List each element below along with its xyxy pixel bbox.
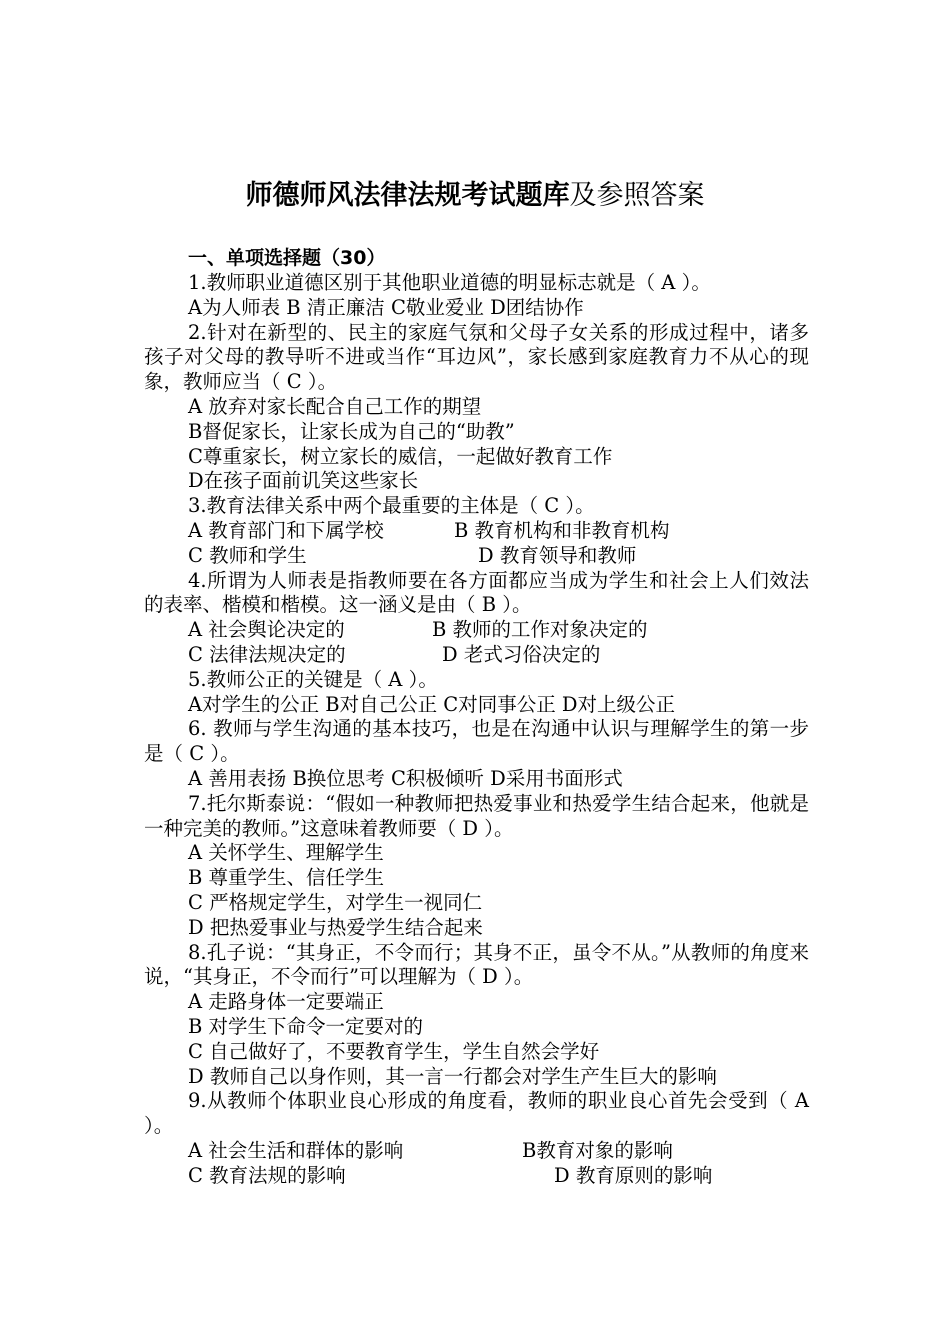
question-6: 6. 教师与学生沟通的基本技巧，也是在沟通中认识与理解学生的第一步是（ C ）。 bbox=[144, 717, 809, 766]
question-8-option-c: C 自己做好了，不要教育学生，学生自然会学好 bbox=[188, 1039, 600, 1063]
question-9: 9.从教师个体职业良心形成的角度看，教师的职业良心首先会受到（ A ）。 bbox=[144, 1089, 809, 1138]
question-7: 7.托尔斯泰说：“假如一种教师把热爱事业和热爱学生结合起来，他就是一种完美的教师。”这意味着教师要（ D ）。 bbox=[144, 791, 809, 840]
question-8: 8.孔子说：“其身正，不令而行；其身不正，虽令不从。”从教师的角度来说，“其身正，不令而行”可以理解为（ D ）。 bbox=[144, 940, 809, 989]
question-9-option-c: C 教育法规的影响 bbox=[188, 1163, 346, 1187]
question-7-option-b: B 尊重学生、信任学生 bbox=[188, 866, 385, 890]
question-3-option-a: A 教育部门和下属学校 bbox=[188, 518, 384, 542]
question-2-option-a: A 放弃对家长配合自己工作的期望 bbox=[188, 394, 482, 418]
question-7-option-d: D 把热爱事业与热爱学生结合起来 bbox=[188, 915, 483, 939]
question-9-option-a: A 社会生活和群体的影响 bbox=[188, 1138, 404, 1162]
document-title bbox=[0, 176, 950, 216]
question-9-options-row-2 bbox=[144, 1164, 809, 1189]
question-1: 1.教师职业道德区别于其他职业道德的明显标志就是（ A ）。 bbox=[188, 271, 711, 294]
question-4-option-c: C 法律法规决定的 bbox=[188, 642, 346, 666]
question-3-options-row-2 bbox=[144, 544, 809, 569]
question-2-option-d: D在孩子面前讥笑这些家长 bbox=[188, 469, 419, 493]
question-4-option-d: D 老式习俗决定的 bbox=[442, 642, 601, 666]
question-8-option-d: D 教师自己以身作则，其一言一行都会对学生产生巨大的影响 bbox=[188, 1064, 717, 1088]
question-5: 5.教师公正的关键是（ A ）。 bbox=[188, 667, 438, 691]
question-9-option-b: B教育对象的影响 bbox=[522, 1138, 673, 1162]
title-normal-part: 及参照答案 bbox=[569, 180, 705, 211]
question-2: 2.针对在新型的、民主的家庭气氛和父母子女关系的形成过程中，诸多孩子对父母的教导听不进或当作“耳边风”，家长感到家庭教育力不从心的现象，教师应当（ C ）。 bbox=[144, 320, 809, 394]
question-3-option-d: D 教育领导和教师 bbox=[478, 543, 637, 567]
question-4-option-a: A 社会舆论决定的 bbox=[188, 618, 345, 642]
question-3-option-c: C 教师和学生 bbox=[188, 543, 307, 567]
title-bold-part: 师德师风法律法规考试题库 bbox=[245, 180, 570, 211]
question-3-options-row-1 bbox=[144, 519, 809, 544]
question-list bbox=[144, 246, 809, 1188]
question-5-options: A对学生的公正 B对自己公正 C对同事公正 D对上级公正 bbox=[188, 692, 676, 716]
question-7-option-a: A 关怀学生、理解学生 bbox=[188, 841, 384, 865]
section-heading: 一、单项选择题（30） bbox=[188, 247, 386, 269]
question-6-options: A 善用表扬 B换位思考 C积极倾听 D采用书面形式 bbox=[188, 766, 623, 790]
question-4-options-row-1 bbox=[144, 618, 809, 643]
question-7-option-c: C 严格规定学生，对学生一视同仁 bbox=[188, 890, 483, 914]
question-1-options: A为人师表 B 清正廉洁 C敬业爱业 D团结协作 bbox=[188, 295, 584, 319]
question-9-option-d: D 教育原则的影响 bbox=[554, 1163, 713, 1187]
question-4-options-row-2 bbox=[144, 643, 809, 668]
question-3: 3.教育法律关系中两个最重要的主体是（ C ）。 bbox=[188, 494, 595, 518]
question-8-option-a: A 走路身体一定要端正 bbox=[188, 990, 384, 1014]
question-3-option-b: B 教育机构和非教育机构 bbox=[454, 518, 670, 542]
question-9-options-row-1 bbox=[144, 1139, 809, 1164]
question-8-option-b: B 对学生下命令一定要对的 bbox=[188, 1014, 424, 1038]
question-2-option-b: B督促家长，让家长成为自己的“助教” bbox=[188, 419, 515, 443]
question-4-option-b: B 教师的工作对象决定的 bbox=[432, 618, 648, 642]
question-4: 4.所谓为人师表是指教师要在各方面都应当成为学生和社会上人们效法的表率、楷模和楷模。这一涵义是由（ B ）。 bbox=[144, 568, 809, 617]
question-2-option-c: C尊重家长，树立家长的威信，一起做好教育工作 bbox=[188, 444, 613, 468]
